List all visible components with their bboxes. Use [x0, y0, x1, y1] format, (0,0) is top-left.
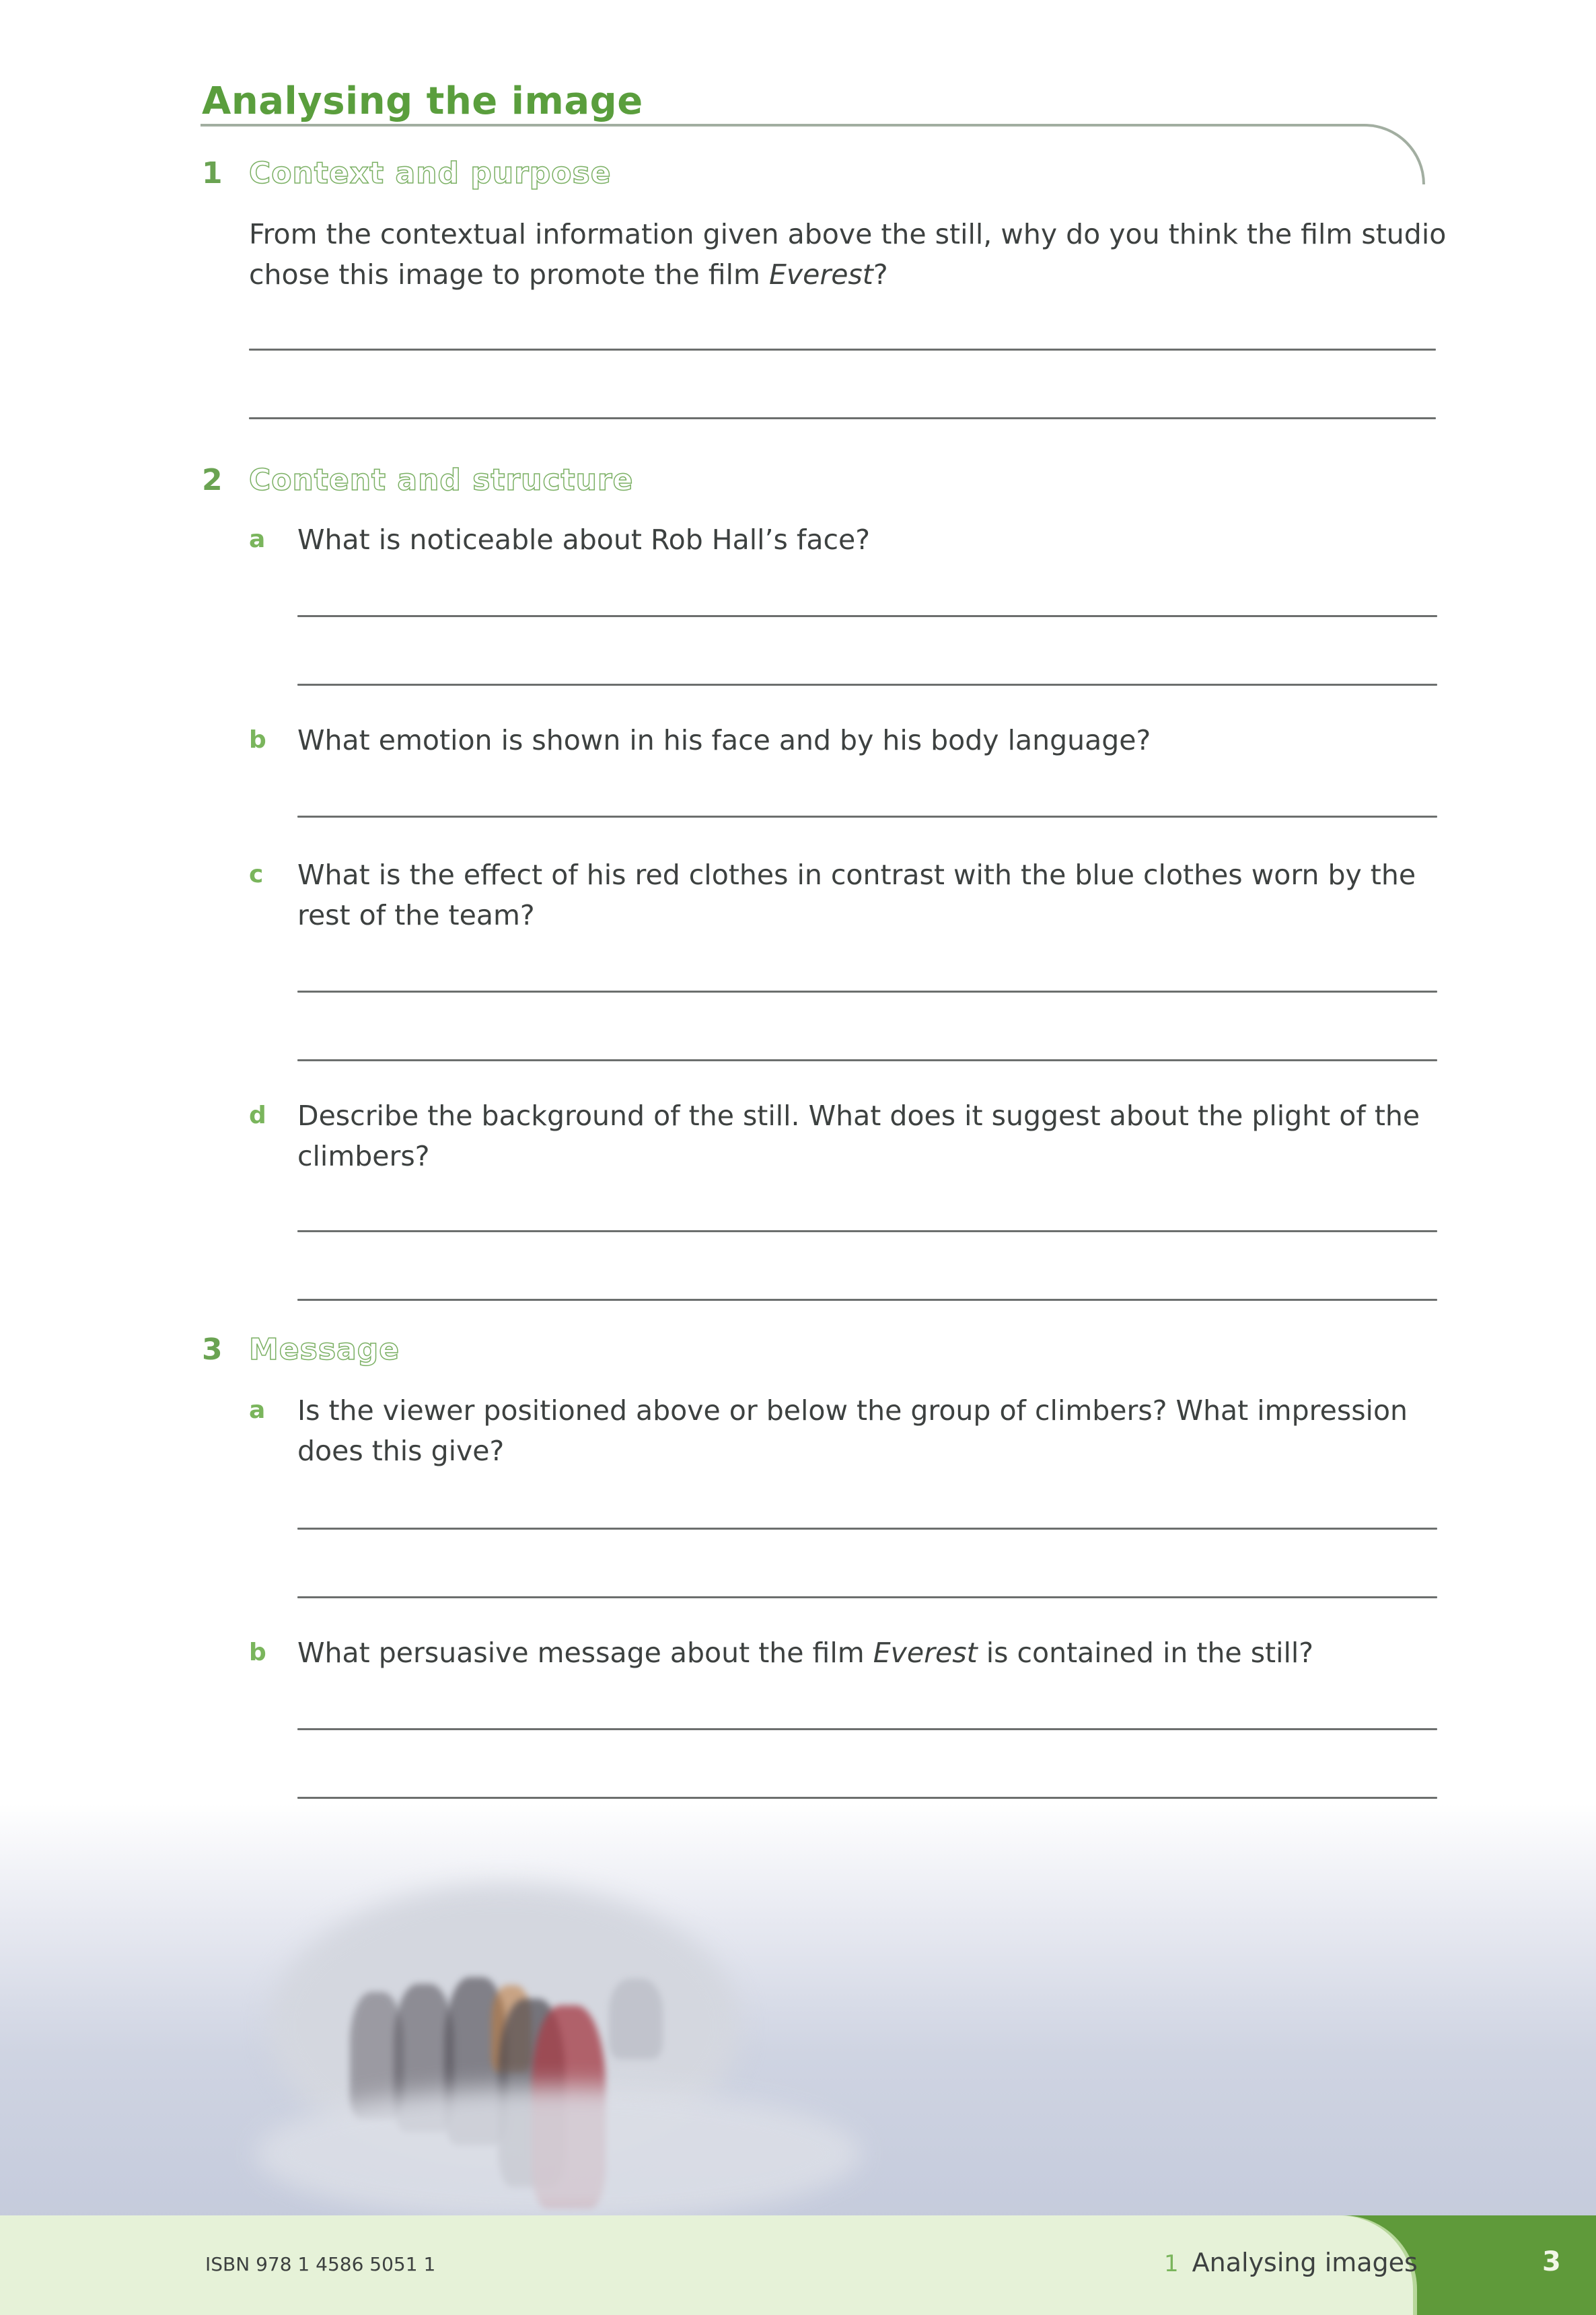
answer-line-2a-2[interactable]	[297, 684, 1437, 686]
question-text: From the contextual information given above the still, why do you think the film studio chose this image to promote the film Everest?	[249, 218, 1447, 291]
answer-line-2a-1[interactable]	[297, 615, 1437, 617]
question-letter: a	[249, 526, 266, 553]
question-letter: c	[249, 861, 264, 888]
answer-line-3b-2[interactable]	[297, 1797, 1437, 1799]
answer-line-2d-1[interactable]	[297, 1230, 1437, 1232]
question-text: What is noticeable about Rob Hall’s face?	[297, 524, 871, 556]
question-text: Is the viewer positioned above or below the group of climbers? What impression does this give?	[297, 1394, 1408, 1467]
film-title-italic: Everest	[768, 258, 873, 291]
answer-line-3a-1[interactable]	[297, 1528, 1437, 1530]
question-letter: d	[249, 1102, 266, 1129]
question-text: What persuasive message about the film Everest is contained in the still?	[297, 1637, 1314, 1669]
section-number: 1	[202, 156, 223, 190]
climbers-photo	[0, 1804, 1596, 2221]
answer-line-3a-2[interactable]	[297, 1596, 1437, 1598]
answer-line-1-2[interactable]	[249, 417, 1436, 419]
section-label: Context and purpose	[249, 156, 612, 190]
question-letter: b	[249, 1639, 266, 1666]
answer-line-2c-2[interactable]	[297, 1059, 1437, 1061]
section-heading-1	[202, 156, 612, 190]
answer-line-2b-1[interactable]	[297, 816, 1437, 818]
section-label: Message	[249, 1332, 400, 1367]
answer-line-2c-1[interactable]	[297, 991, 1437, 993]
question-text: Describe the background of the still. What does it suggest about the plight of the climbers?	[297, 1100, 1420, 1172]
section-heading-2	[202, 463, 633, 497]
chapter-title: Analysing images	[1192, 2248, 1418, 2277]
question-letter: a	[249, 1396, 266, 1424]
answer-line-1-1[interactable]	[249, 349, 1436, 351]
chapter-number: 1	[1164, 2250, 1179, 2277]
answer-line-2d-2[interactable]	[297, 1299, 1437, 1301]
section-heading-3	[202, 1332, 400, 1367]
section-label: Content and structure	[249, 463, 634, 497]
section-number: 3	[202, 1332, 223, 1367]
snow-drift	[256, 2086, 861, 2221]
page-number: 3	[1542, 2246, 1561, 2277]
answer-line-3b-1[interactable]	[297, 1728, 1437, 1730]
question-text: What is the effect of his red clothes in contrast with the blue clothes worn by the rest of the team?	[297, 859, 1416, 931]
film-title-italic: Everest	[873, 1637, 978, 1669]
isbn-text: ISBN 978 1 4586 5051 1	[205, 2253, 436, 2275]
chapter-label	[1164, 2248, 1418, 2277]
question-text: What emotion is shown in his face and by his body language?	[297, 724, 1151, 756]
page-number-tab	[1401, 2215, 1596, 2315]
distant-climber	[609, 1979, 663, 2059]
page-title: Analysing the image	[202, 79, 643, 123]
section-number: 2	[202, 463, 223, 497]
question-letter: b	[249, 726, 266, 754]
